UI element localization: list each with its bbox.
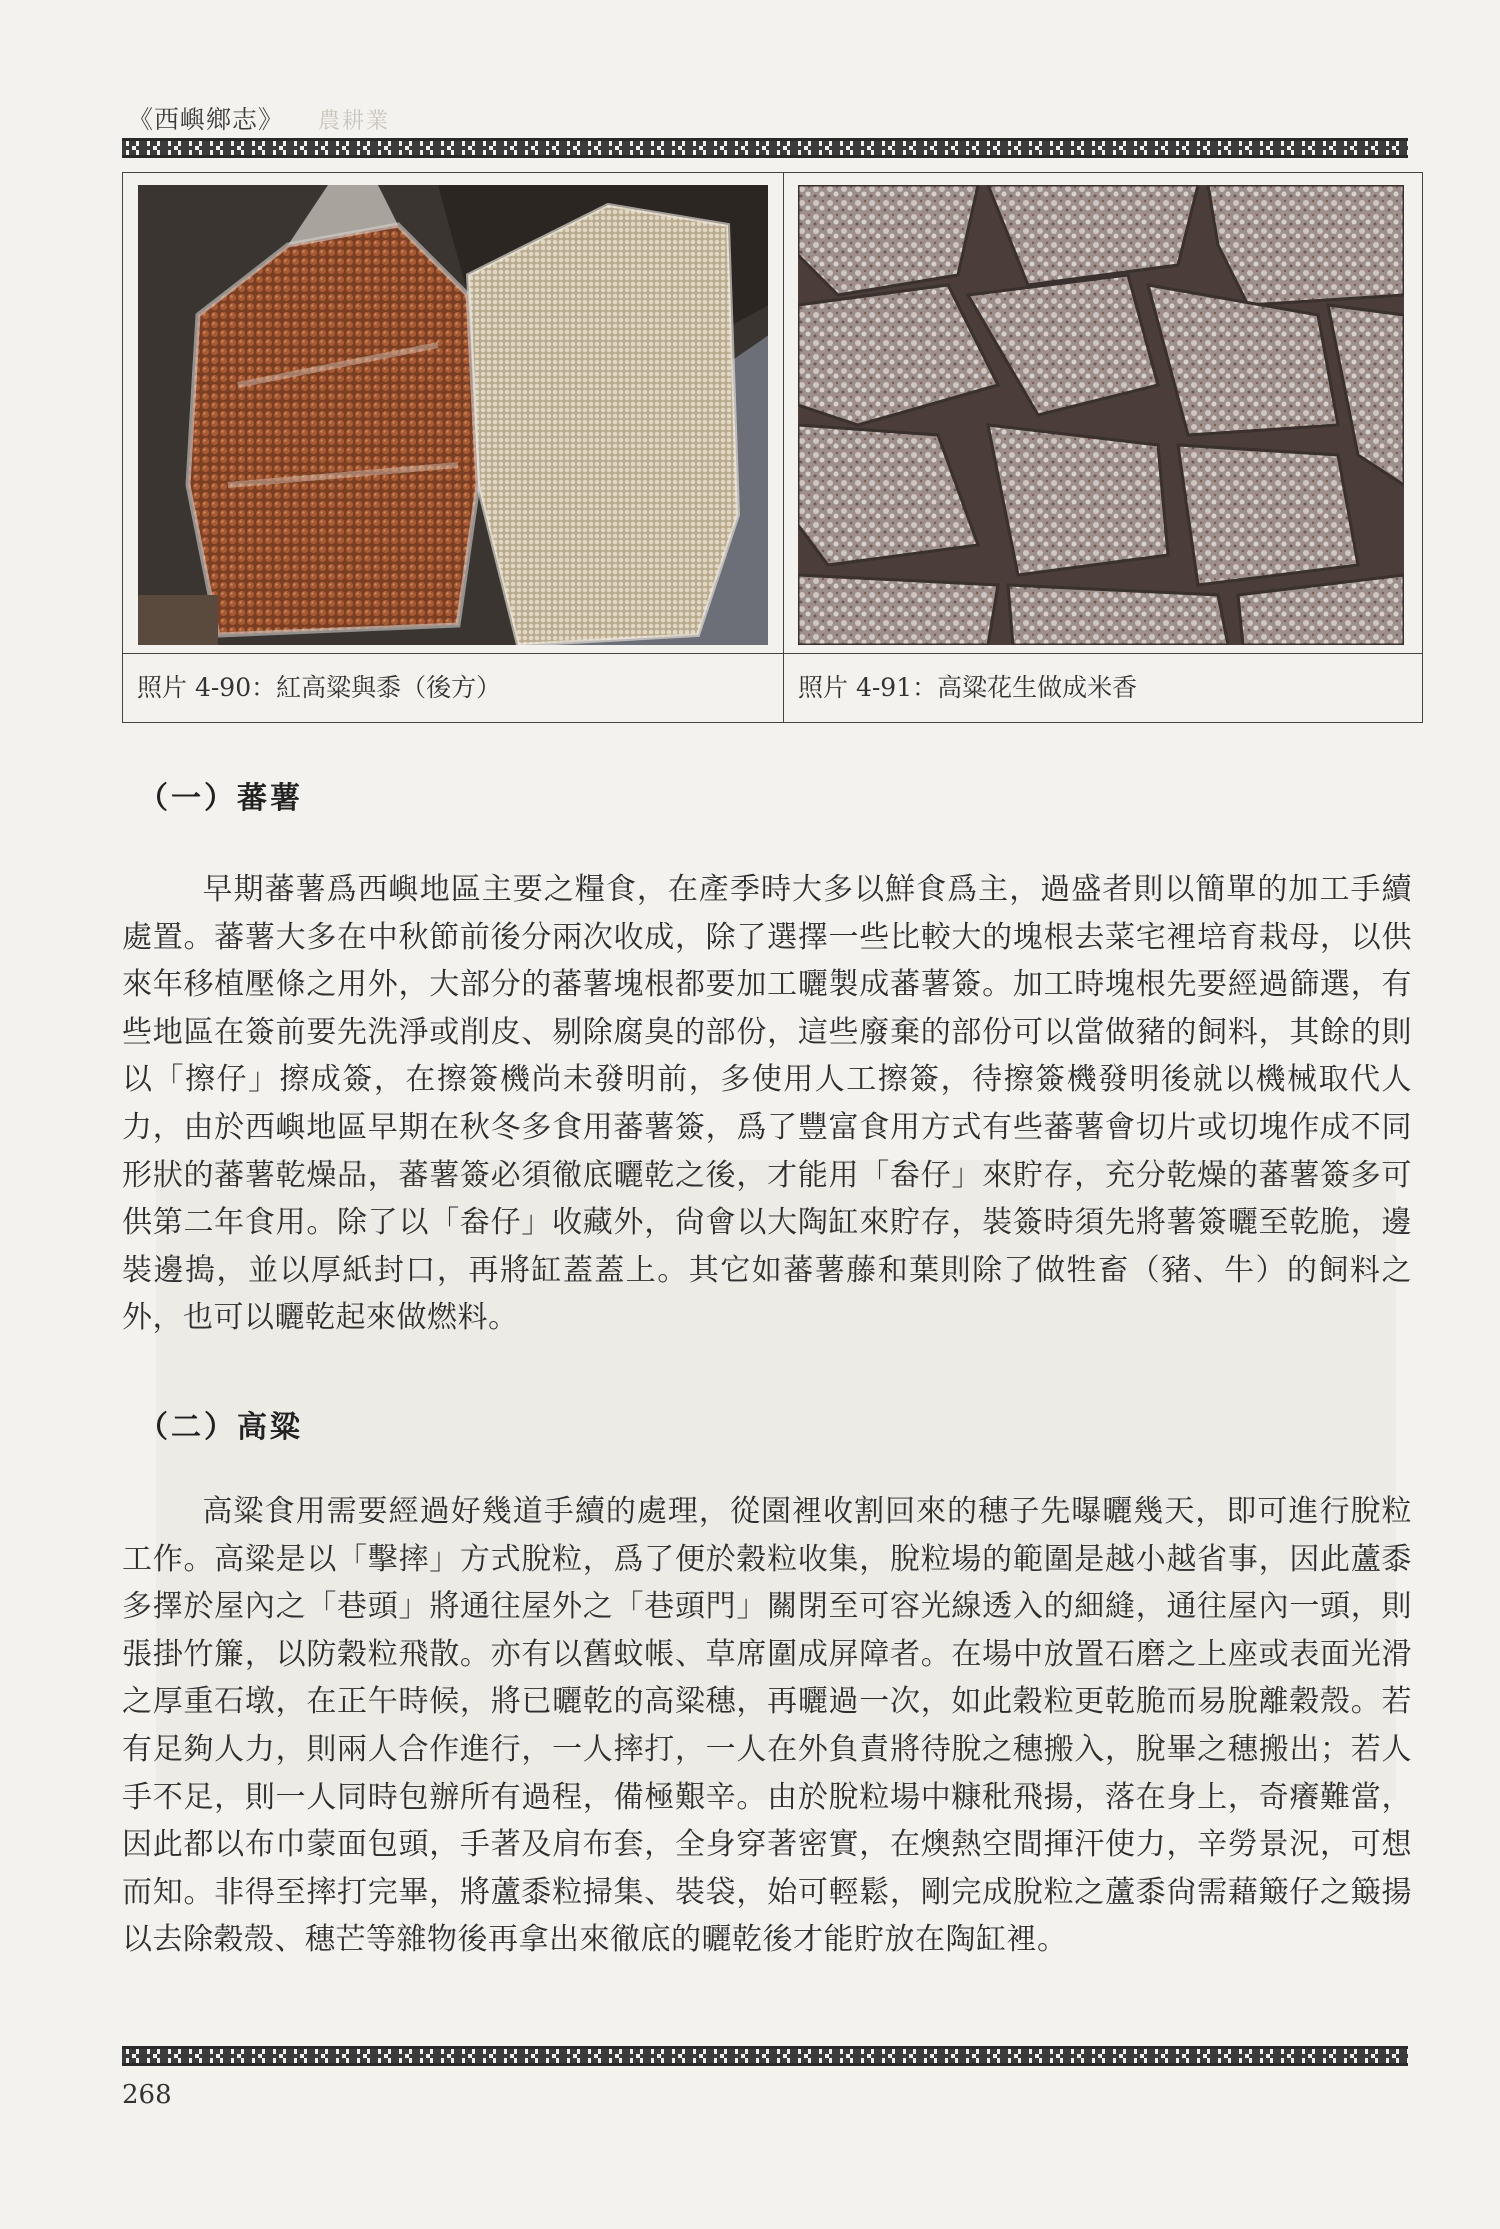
section-paragraph-sweet-potato xyxy=(122,866,1412,1342)
photo-sorghum-bags xyxy=(138,185,768,645)
photo-caption-4-90: 照片 4-90：紅高粱與黍（後方） xyxy=(137,673,502,702)
photo-peanut-crackers xyxy=(798,185,1404,645)
section-paragraph-sorghum xyxy=(122,1488,1412,1964)
photo-caption-4-91: 照片 4-91：高粱花生做成米香 xyxy=(798,673,1138,702)
top-meander-border xyxy=(122,138,1408,158)
caption-row-right xyxy=(784,653,1422,725)
photo-cell-left xyxy=(123,173,784,722)
book-title: 《西嶼鄉志》 xyxy=(128,105,285,134)
photo-table xyxy=(122,172,1423,723)
bottom-meander-border xyxy=(122,2046,1408,2066)
photo-cell-right xyxy=(784,173,1422,722)
caption-row-left xyxy=(123,653,783,725)
paragraph-text: 早期蕃薯爲西嶼地區主要之糧食，在產季時大多以鮮食爲主，過盛者則以簡單的加工手續處置。蕃薯大多在中秋節前後分兩次收成，除了選擇一些比較大的塊根去菜宅裡培育栽母，以供來年移植壓條之用外，大部分的蕃薯塊根都要加工曬製成蕃薯簽。加工時塊根先要經過篩選，有些地區在簽前要先洗淨或削皮、剔除腐臭的部份，這些廢棄的部份可以當做豬的飼料，其餘的則以「擦仔」擦成簽，在擦簽機尚未發明前，多使用人工擦簽，待擦簽機發明後就以機械取代人力，由於西嶼地區早期在秋冬多食用蕃薯簽，爲了豐富食用方式有些蕃薯會切片或切塊作成不同形狀的蕃薯乾燥品，蕃薯簽必須徹底曬乾之後，才能用「畚仔」來貯存，充分乾燥的蕃薯簽多可供第二年食用。除了以「畚仔」收藏外，尙會以大陶缸來貯存，裝簽時須先將薯簽曬至乾脆，邊裝邊搗，並以厚紙封口，再將缸蓋蓋上。其它如蕃薯藤和葉則除了做牲畜（豬、牛）的飼料之外，也可以曬乾起來做燃料。 xyxy=(122,872,1412,1336)
page-number: 268 xyxy=(122,2080,172,2110)
header-ghost-text: 農耕業 xyxy=(318,109,391,134)
section-title-sweet-potato: （一）蕃薯 xyxy=(138,781,303,816)
paragraph-text: 高粱食用需要經過好幾道手續的處理，從園裡收割回來的穗子先曝曬幾天，即可進行脫粒工作。高粱是以「擊摔」方式脫粒，爲了便於穀粒收集，脫粒場的範圍是越小越省事，因此蘆黍多擇於屋內之「巷頭」將通往屋外之「巷頭門」關閉至可容光線透入的細縫，通往屋內一頭，則張掛竹簾，以防穀粒飛散。亦有以舊蚊帳、草席圍成屏障者。在場中放置石磨之上座或表面光滑之厚重石墩，在正午時候，將已曬乾的高粱穗，再曬過一次，如此穀粒更乾脆而易脫離穀殼。若有足夠人力，則兩人合作進行，一人摔打，一人在外負責將待脫之穗搬入，脫畢之穗搬出；若人手不足，則一人同時包辦所有過程，備極艱辛。由於脫粒場中糠秕飛揚，落在身上，奇癢難當，因此都以布巾蒙面包頭，手著及肩布套，全身穿著密實，在燠熱空間揮汗使力，辛勞景況，可想而知。非得至摔打完畢，將蘆黍粒掃集、裝袋，始可輕鬆，剛完成脫粒之蘆黍尙需藉簸仔之簸揚以去除穀殼、穗芒等雜物後再拿出來徹底的曬乾後才能貯放在陶缸裡。 xyxy=(122,1494,1412,1958)
section-title-sorghum: （二）高粱 xyxy=(138,1410,303,1445)
